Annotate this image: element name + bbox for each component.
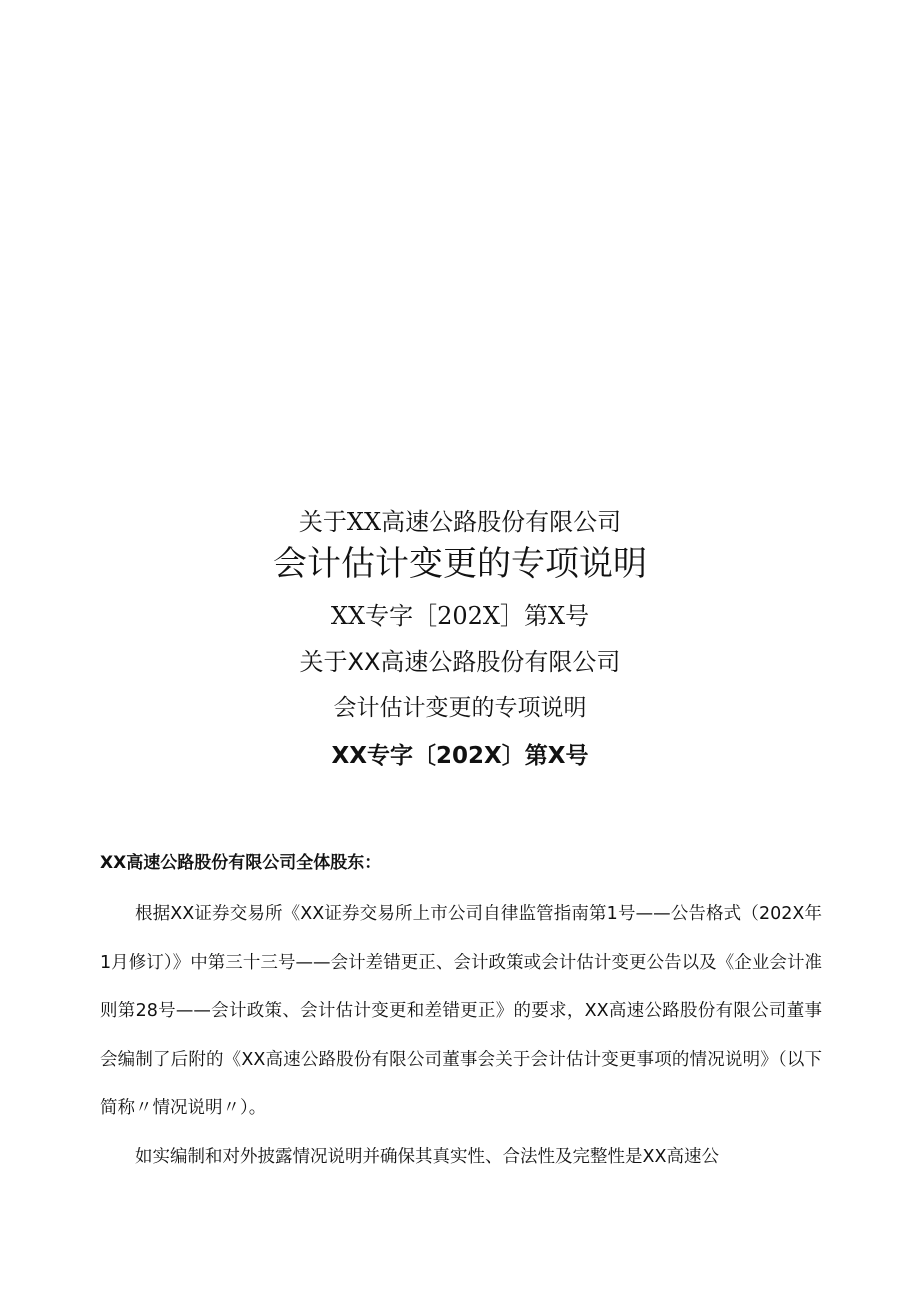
title-line-subject: 会计估计变更的专项说明 [273, 544, 647, 584]
title-line-doc-number: XX专字［202X］第X号 [330, 602, 590, 630]
title-line-subject-repeat: 会计估计变更的专项说明 [333, 695, 587, 721]
title-line-company: 关于XX高速公路股份有限公司 [298, 508, 622, 536]
body-paragraph: 根据XX证券交易所《XX证券交易所上市公司自律监管指南第1号——公告格式（202X年1月修订）》中第三十三号——会计差错更正、会计政策或会计估计变更公告以及《企业会计准则第28号——会计政策、会计估计变更和差错更正》的要求，XX高速公路股份有限公司董事会编制了后附的《XX高速公路股份有限公司董事会关于会计估计变更事项的情况说明》（以下简称〃情况说明〃）。 [100, 904, 822, 1118]
title-line-doc-number-repeat: XX专字〔202X〕第X号 [331, 743, 589, 769]
title-line-company-repeat: 关于XX高速公路股份有限公司 [299, 648, 621, 676]
body-paragraph: 如实编制和对外披露情况说明并确保其真实性、合法性及完整性是XX高速公 [135, 1147, 719, 1167]
salutation: XX高速公路股份有限公司全体股东： [100, 853, 382, 873]
document-title-block [0, 505, 920, 773]
